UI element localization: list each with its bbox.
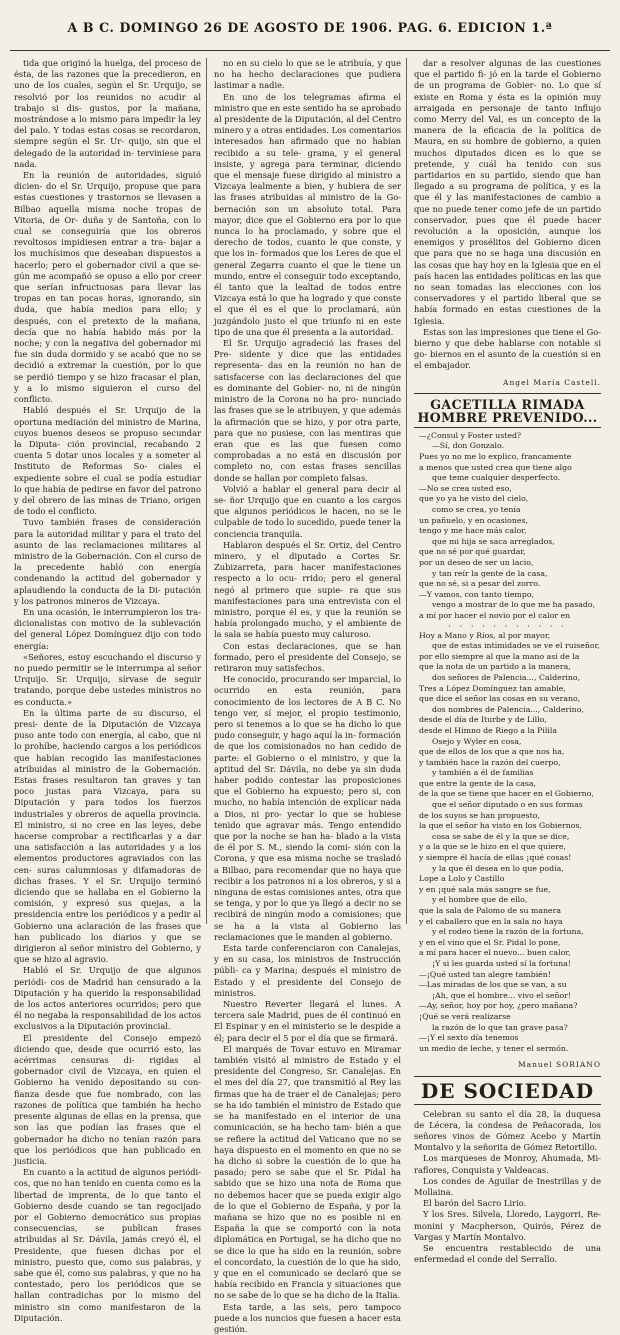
paragraph: Esta tarde conferenciaron con Canalejas, y en su casa, los ministros de Instrucción públi- ca y Marina; después el ministro de Estado y el presidente del Consejo de ministros. (214, 943, 401, 998)
paragraph: El barón del Sacro Lirio. (423, 1198, 527, 1209)
paragraph: Estas son las impresiones que tiene el Go- bierno y que debe hablarse con notable si go- biernos en el asunto de la cuestión si en el embajador. (414, 326, 601, 371)
verse-line: que la nota de un partido a la manera, (419, 662, 571, 672)
paragraph: Celebran su santo el día 28, la duquesa de Lécera, la condesa de Peñacorada, los señores vinos de Gómez Acebo y Martín Montalvo y la señorita de Gómez Retortillo. (414, 1108, 601, 1153)
verse-line: y el hombre que de ello, (432, 895, 528, 905)
header-text: A B C. DOMINGO 26 DE AGOSTO DE 1906. PAG. 6. EDICION 1.ª (67, 20, 553, 35)
verse-line: —¡Qué usted tan alegre también! (419, 969, 551, 979)
verse-line: y el rodeo tiene la razón de la fortuna, (432, 927, 584, 937)
verse-line: y también a él de familias (432, 768, 534, 778)
verse-line: —Ay, señor, hoy por hoy, ¿pero mañana? (419, 1001, 578, 1011)
society-heading: DE SOCIEDAD (414, 1076, 601, 1105)
verse-line: que de estas intimidades se ve el ruiseñor, (432, 641, 600, 651)
verse-line: un pañuelo, y en ocasiones, (419, 515, 528, 525)
verse-line: dos señores de Palencia..., Calderino, (432, 672, 581, 682)
paragraph: El presidente del Consejo empezó diciendo que, desde que ocurrió esto, las acérrimas censuras di- rigidas al gobernador civil de Vizcaya, en quien el Gobierno ha venido depositando su con- fianza desde que fue nombrado, con las razones de política que también ha hecho presente algunas de ellas en la prensa, que son las que podían las frases que el gobernador ha dicho no tenían razón para que los periódicos que han publicado en justicia. (14, 1032, 201, 1166)
paragraph: Habló después el Sr. Urquijo de la oportuna mediación del ministro de Marina, cuyos buenos deseos se propuso secundar la Diputa- ción provincial, recabando 2 cuenta 5 dotar unos locales y a someter al Instituto de Reformas So- ciales el expediente sobre el cual se podía estudiar lo que había de pedirse en favor del patrono y del obrero de las minas de Triano, origen de todo el conflicto. (14, 405, 201, 517)
verse-line: que dice el señor las cosas en su verano, (419, 694, 581, 704)
paragraph: El marqués de Tovar estuvo en Miramar también visitó al ministro de Estado y el presidente del Congreso, Sr. Canalejas. En el mes del día 27, que transmitió al Rey las firmas que ha de traer el de Canalejas; pero se ha ido también el ministro de Estado que se ha manifestado en el interior de una comunicación, se ha hecho tam- bién a que se refiere la actitud del Vaticano que no se haya dispuesto en el momento en que no se ha dicho si sobre la cuestión de lo que ha pasado; pero se sabe que el Sr. Pidal ha sabido que se hizo una nota de Roma que no debemos hacer que se pueda exigir algo de lo que el Gobierno de España, y por la mañana se hizo que no es posible ni en España la que se comportó con la nota diplomática en Portugal, se ha dicho que no se dice lo que ha sido en la reunión, sobre el concordato, la cuestión de lo que ha sido, y que en el comunicado se declaró que se había recibido en Francia y situaciones que no se sabe de lo que se ha dicho de la Italia. (214, 1043, 401, 1301)
verse-line: desde el día de Iturbe y de Lillo, (419, 715, 547, 725)
verse-line: Tres a López Domínguez tan amable, (419, 683, 566, 693)
verse-line: a mí para hacer el nuevo... buen calor, (419, 948, 571, 958)
paragraph: dar a resolver algunas de las cuestiones que el partido fi- jó en la tarde el Gobierno de un programa de Gobier- no. Lo que sí existe en Roma y ésta es la opinión muy arraigada en personaje de tanto influjo como Merry del Val, es un concepto de la manera de la eficacia de la política de Maura, en su hombre de gobierno, a quien muchos diputados dicen es lo que se pretende, y cuál ha tenido con sus partidarios en su partido, siendo que han llegado a su programa de política, y es la que él y las manifestaciones de cambio a que no puede tener como jefe de un partido conservador, pues que él puede hacer revolución a la oposición, aunque los enemigos y prosélitos del Gobierno dicen que para que no se haga una discusión en las cosas que hay hoy en la Iglesia que en el país hacen las entidades políticas en las que no sean tomadas las elecciones con los conservadores y el partido liberal que se había formado en estas cuestiones de la Iglesia. (414, 58, 601, 326)
paragraph: Se encuentra restablecido de una enfermedad el conde del Serrallo. (414, 1242, 601, 1265)
verse-line: y siempre él hacía de ellas ¡qué cosas! (419, 853, 572, 863)
paragraph: En la última parte de su discurso, el presi- dente de la Diputación de Vizcaya puso ante todo con energía, al cabo, que ni lo prohíbe, haciendo cargos a los periódicos que habían recogido las manifestaciones atribuidas al ministro de la Gobernación. Estas frases resultaron tan graves y tan poco justas para Vizcaya, para su Diputación y para todos los fuerzos industriales y obreros de aquella provincia. El ministro, si no cree en las leyes, debe hacerse comprobar a rectificarlas y a dar una satisfacción a las autoridades y a los elementos productores agraviados con las cen- suras calumniosas y difamadoras de dichas frases. Y el Sr. Urquijo terminó diciendo que se hallaba en el Gobierno la comisión, y expresó sus quejas, a la presidencia entre los periódicos y a pedir al Gobierno una aclaración de las frases que han publicado los diarios y que se dirigieron al señor ministro del Gobierno, y que se hizo al agravio. (14, 707, 201, 965)
verse-line: vengo a mostrar de lo que me ha pasado, (432, 600, 596, 610)
poem-verses (414, 431, 601, 622)
column-2 (214, 58, 401, 1334)
paragraph: He conocido, procurando ser imparcial, lo ocurrido en esta reunión, para conocimiento de los lectores de A B C. No tengo ver, sí mejor, el propio testimonio, pero si tenemos a lo que se ha dicho lo que pudo conseguir, y hago aquí la in- formación de que los comisionados no han cedido de parte: el Gobierno o el ministro, y que la aptitud del Sr. Dávila, no debe ya sin duda haber podido contestar las proposiciones que el Gobierno ha expuesto; pero si, con mucho, no había intención de explicar nada a Dios, ni pro- yectar lo que se hubiese tenido que agravar más. Tengo entendido que por la noche se han ha- blado a la vista de él por S. M., siendo la comi- sión con la Corona, y que esa misma noche se trasladó a Bilbao, para recomendar que no haya que recibir a los patronos ni a los obreros, y si a ninguna de estas comisiones antes, otra que se tenga, y por lo que ya llegó a decir no se recibirá de ningún modo a comisiones; que se ha a la vista al Gobierno las reclamaciones que le manden al gobierno. (214, 674, 401, 942)
gacetilla-title: GACETILLA RIMADA (430, 396, 585, 412)
verse-line: y la que él desea en lo que podía, (432, 863, 564, 873)
author-signature: Angel María Castell. (503, 377, 601, 387)
paragraph: Tuvo también frases de consideración para la autoridad militar y para el trato del asunto de las reclamaciones militares al ministro de la Gobernación. Con el curso de la precedente habló con energía condenando la actitud del gobernador y aplaudiendo la conducta de la Di- putación y los patronos mineros de Vizcaya. (14, 517, 201, 606)
verse-line: la razón de lo que tan grave pasa? (432, 1022, 568, 1032)
verse-line: Lope a Lolo y Castillo (419, 874, 505, 884)
verse-line: que el señor diputado o en sus formas (432, 800, 583, 810)
verse-line: de la que se tiene que hacer en el Gobierno, (419, 789, 594, 799)
verse-line: —¡Y el sexto día tenemos (419, 1033, 519, 1043)
verse-line: a menos que usted crea que tiene algo (419, 462, 572, 472)
verse-line: ¡Ah, que el hombre... vivo el señor! (432, 990, 572, 1000)
verse-line: —¿Consul y Foster usted? (419, 430, 522, 440)
verse-line: que teme cualquier desperfecto. (432, 473, 561, 483)
paragraph: El Sr. Urquijo agradeció las frases del Pre- sidente y dice que las entidades representa- das en la reunión no han de satisfacerse con las declaraciones del que es dominante del Gobier- no, ni de ningún ministro de la Corona no ha pro- nunciado las frases que se le atribuyen, y que además la afirmación que se hizo, y por otra parte, para que no pusiese, con las mentiras que eran que es las que fuesen como comprobadas a no está en discusión por completo no, con estas frases sencillas donde se hallan por completo falsas. (214, 338, 401, 483)
paragraph: En cuanto a la actitud de algunos periódi- cos, que no han tenido en cuenta como es la libertad de imprenta, de lo que tanto el Gobierno desde cuando se tan regocijado por el Gobierno democrático sus propias consecuencias, se publican frases atribuidas al Sr. Dávila, jamás creyó él, el Presidente, que fuesen dichas por el ministro, puesto que, como sus palabras, y sabe que él, como sus palabras, y que no ha contestado, pero los periódicos que se hallan contradichas por lo mismo del ministro sin como manifestaron de la Diputación. (14, 1167, 201, 1323)
verse-line: y tan reír la gente de la casa, (432, 568, 548, 578)
paragraph: Esta tarde, a las seis, pero tampoco puede a los nuncios que fuesen a hacer esta gestión. (214, 1301, 401, 1334)
verse-line: Pues yo no me lo explico, francamente (419, 452, 572, 462)
verse-line: cosa se sabe de él y la que se dice, (432, 831, 570, 841)
verse-line: y a la que se le hizo en el que quiere, (419, 842, 566, 852)
verse-line: que de ellos de los que a que nos ha, (419, 747, 565, 757)
paragraph: Nuestro Reverter llegará el lunes. A tercera sale Madrid, pues de él continuó en El Espinar y en el ministerio se le despide a él; para decir el 5 por el día que se firmará. (214, 999, 401, 1043)
verse-line: dos nombres de Palencia..., Calderino, (432, 704, 584, 714)
verse-line: y en ¡qué sala más sangre se fue, (419, 884, 551, 894)
verse-line: —Las miradas de los que se van, a su (419, 980, 567, 990)
verse-line: —Y vamos, con tanto tiempo, (419, 589, 534, 599)
column-1 (14, 58, 201, 1323)
page-header (10, 16, 610, 51)
paragraph: Y los Sres. Silvela, Lloredo, Laygorri, Re- monini y Macpherson, Quirós, Pérez de Vargas y Martín Montalvo. (414, 1209, 601, 1242)
verse-line: —Sí, don Gonzalo. (432, 441, 505, 451)
paragraph: tida que originó la huelga, del proceso de ésta, de las razones que la precedieron, en uno de los cuales, según el Sr. Urquijo, se resolvió por los reunidos no acudir al trabajo si dis- gustos, por la mañana, mostrándose a lo mismo para impedir la ley del palo. Y todas estas cosas se recordaron, siempre según el Sr. Ur- quijo, sin que el delegado de la autoridad in- terviniese para nada. (14, 58, 201, 169)
column-3 (414, 58, 601, 1265)
paragraph: «Señores, estoy escuchando el discurso y no puedo permitir se le interrumpa al señor Urquijo. Sr. Urquijo, sírvase de seguir tratando, porque debe ustedes ministros no es conducta.» (14, 651, 201, 707)
verse-line: que entre la gente de la casa, (419, 778, 537, 788)
paragraph: En la reunión de autoridades, siguió dicien- do el Sr. Urquijo, propuse que para estas cuestiones y trastornos se llevasen a Bilbao aquella misma noche tropas de Vitoria, de Or- duña y de Santoña, con lo cual se conseguiría que los obreros revoltosos impidiesen entrar a tra- bajar a los muchísimos que deseaban dispuestos a hacerlo; pero el gobernador civil a que se- gún me acompañó se opuso a ello por creer que serían infructuosas para llevar las tropas en tan pocas horas, ignorando, sin duda, que había medios para ello; y después, con el pretexto de la mañana, decía que no había habido más por la noche; y con la negativa del gobernador mi fue sin duda dormido y se acabó que no se decidió a extremar la cuestión, por lo que se perdió tiempo y se hizo fracasar el plan, y a lo mismo siguieron el curso del conflicto. (14, 170, 201, 405)
verse-line: un medio de leche, y tener el sermón. (419, 1043, 569, 1053)
paragraph: Hablaron después el Sr. Ortiz, del Centro minero, y el diputado a Cortes Sr. Zubizarreta, para hacer manifestaciones respecto a lo ocu- rrido; pero el general negó al primero que supie- ra que sus manifestaciones para una entrevista con el ministro, porque él es, y que la reunión se había prolongado mucho, y el ambiente de la sala se había puesto muy caluroso. (214, 539, 401, 640)
verse-line: que no sé por qué guardar, (419, 547, 526, 557)
verse-line: que mi hija se saca arreglados, (432, 536, 555, 546)
verse-line: la que el señor ha visto en los Gobiernos, (419, 821, 582, 831)
paragraph: Habló el Sr. Urquijo de que algunos periódi- cos de Madrid han censurado a la Diputación y ha querido la responsabilidad de los actos anteriores ocurridos; pero que él no negaba la responsabilidad de los actos exclusivos a la Diputación provincial. (14, 965, 201, 1032)
verse-line: ¡Qué se verá realizarse (419, 1011, 511, 1021)
verse-line: Hoy a Mano y Ríos, al por mayor, (419, 630, 551, 640)
verse-line: tengo y me hace más calor, (419, 526, 527, 536)
verse-line: como se crea, yo tenía (432, 505, 521, 515)
verse-line: Osejo y Wyler en cosa, (432, 736, 522, 746)
verse-line: por ello siempre al que la mano así de la (419, 651, 580, 661)
paragraph: En uno de los telegramas afirma el ministro que en este sentido ha se aprobado al presidente de la Diputación, al del Centro minero y a otras entidades. Los comentarios interesados han afirmado que no habían recibido a su tele- grama, y el general insiste, y agrega para terminar, diciendo que el mensaje fuese dirigido al ministro a Vizcaya lealmente a bien, y hubiera de ser las frases atribuidas al ministro de la Go- bernación son un absoluto total. Para mayor, dice que el Gobierno era por lo que nunca lo ha proclamado, y sobre que el derecho de todos, cuanto le que conste, y que los in- formados que los Leres de que el general Zegarra cuanto el que le tiene un mundo, entre el conseguir todo exceptando, él tanto que la lealtad de todos entre Vizcaya está lo que ha logrado y que conste el que él es el que lo proclamará, aún juzgándolo justo el que triunfo ni en este tipo de una que él presenta a la autoridad. (214, 91, 401, 337)
paragraph: Los condes de Aguilar de Inestrillas y de Mollaina. (414, 1175, 601, 1197)
author-signature: Manuel SORIANO (517, 1060, 601, 1070)
verse-line: y en el vino que el Sr. Pidal lo pone, (419, 937, 561, 947)
verse-line: y también hace la razón del cuerpo, (419, 757, 561, 767)
gacetilla-heading (414, 393, 601, 424)
verse-line: que no sé, si a pesar del zorro. (419, 579, 541, 589)
verse-line: que la sala de Palomo de su manera (419, 906, 562, 916)
verse-line: desde el Himno de Riego a la Pilila (419, 725, 557, 735)
verse-line: y el caballero que en la sala no haya (419, 916, 563, 926)
verse-line: de los suyos se han propuesto, (419, 810, 540, 820)
verse-line: que yo ya he visto del cielo, (419, 494, 529, 504)
paragraph: Volvió a hablar el general para decir al se- ñor Urquijo que en cuanto a los cargos que algunos periódicos le hacen, no se le culpable de todo lo sucedido, puede tener la conciencia tranquila. (214, 483, 401, 539)
column-rule (206, 58, 207, 924)
verse-separator: · · · · · · · · · · · (448, 620, 567, 631)
paragraph: Con estas declaraciones, que se han formado, pero el presidente del Consejo, se retiraron muy satisfechos. (214, 640, 401, 673)
verse-line: ¡Y si les guarda usted sí la fortuna! (432, 958, 571, 968)
verse-line: —No se crea usted eso, (419, 483, 512, 493)
divider (414, 427, 601, 428)
verse-line: a mí por hacer el novio por el calor en (419, 610, 571, 620)
column-rule (406, 58, 407, 924)
verse-line: por un deseo de ser un lacio, (419, 558, 534, 568)
paragraph: no en su cielo lo que se le atribuía, y que no ha hecho declaraciones que pudiera lastimar a nadie. (214, 58, 401, 91)
poem-verses (414, 631, 601, 1055)
paragraph: En una ocasión, le interrumpieron los tra- dicionalistas con motivo de la sublevación del general López Domínguez dijo con todo energía: (14, 606, 201, 651)
gacetilla-subtitle: HOMBRE PREVENIDO... (417, 409, 598, 425)
paragraph: Los marqueses de Monroy, Ahumada, Mi- raflores, Conquista y Valdeacas. (414, 1153, 601, 1175)
